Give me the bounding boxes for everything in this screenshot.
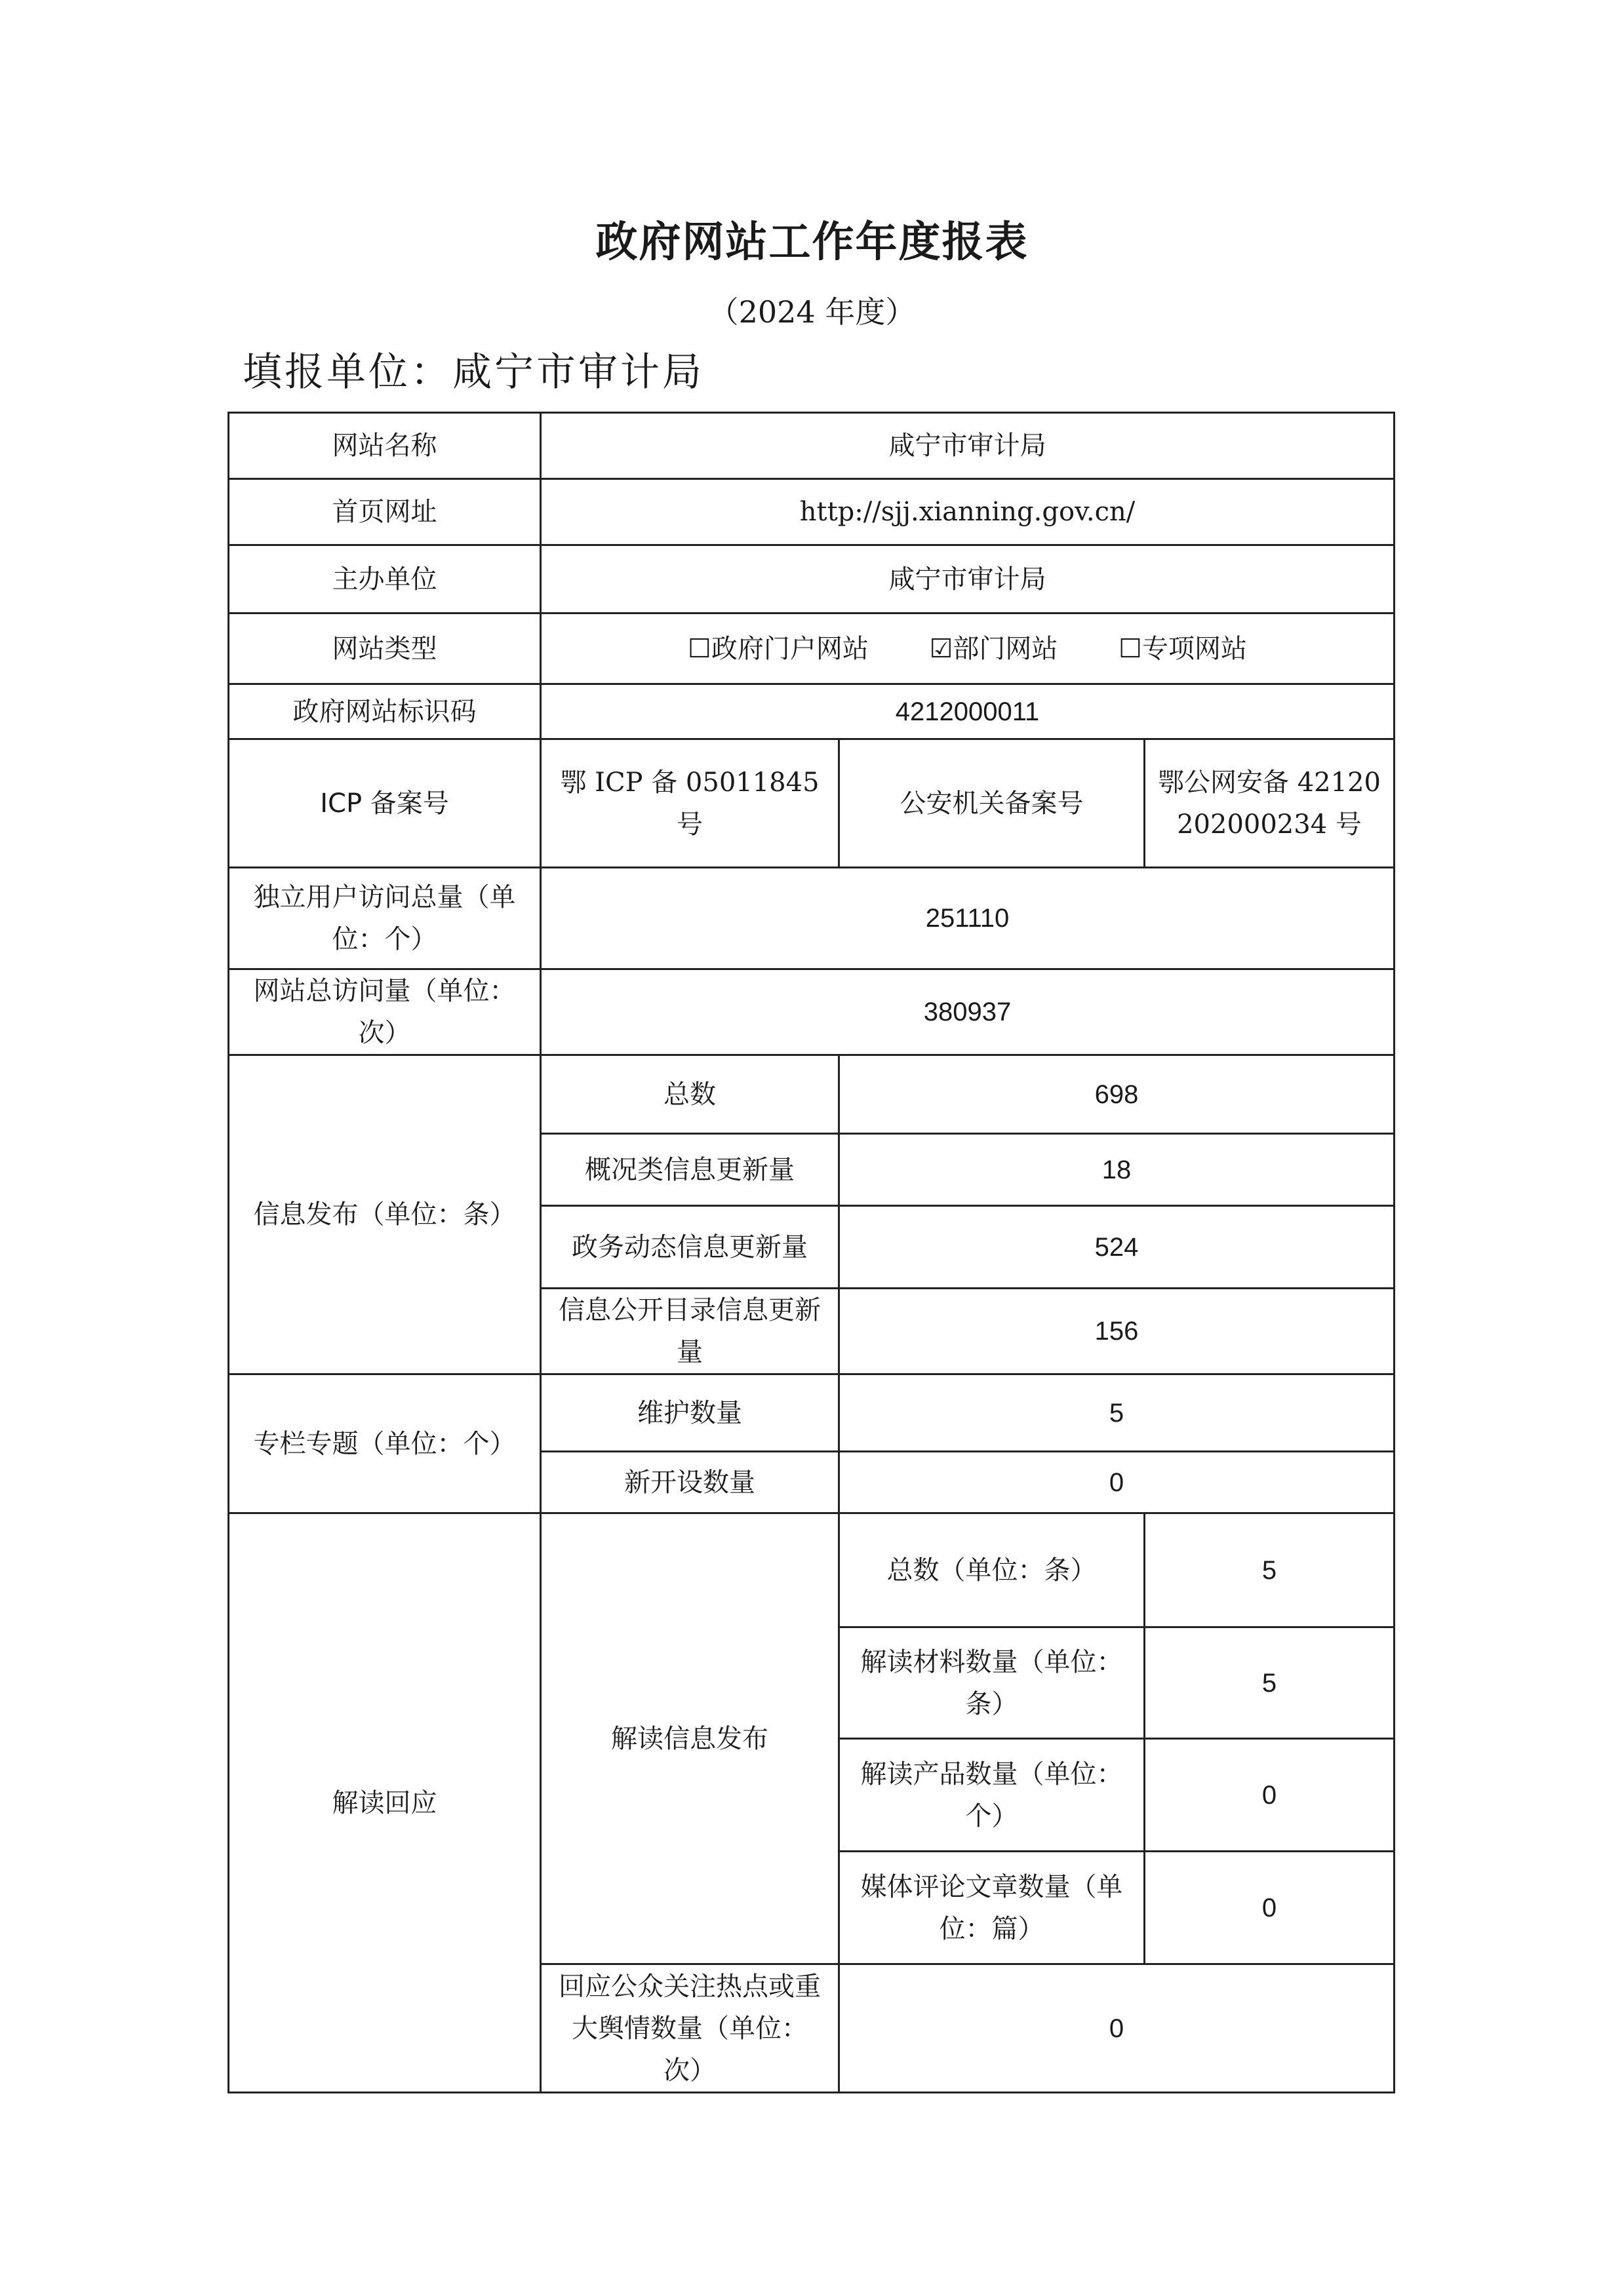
maintained-count-label: 维护数量 xyxy=(541,1374,839,1452)
media-article-label: 媒体评论文章数量（单位：篇） xyxy=(839,1852,1145,1964)
new-count-label: 新开设数量 xyxy=(541,1452,839,1513)
homepage-url: http://sjj.xianning.gov.cn/ xyxy=(541,479,1395,545)
disclosure-update-label: 信息公开目录信息更新量 xyxy=(541,1289,839,1374)
info-publish-label: 信息发布（单位：条） xyxy=(229,1055,541,1374)
site-name-label: 网站名称 xyxy=(229,413,541,479)
interp-product-label: 解读产品数量（单位：个） xyxy=(839,1739,1145,1852)
table-row xyxy=(229,684,1395,739)
report-year: （2024 年度） xyxy=(708,294,916,330)
info-total-value: 698 xyxy=(839,1055,1395,1134)
new-count-value: 0 xyxy=(839,1452,1395,1513)
option-label: 部门网站 xyxy=(953,633,1058,664)
sponsor-label: 主办单位 xyxy=(229,545,541,613)
site-id-value: 4212000011 xyxy=(541,684,1395,739)
table-row xyxy=(229,413,1395,479)
portal-checkbox-icon: ☐ xyxy=(687,633,711,664)
special-checkbox-icon: ☐ xyxy=(1119,633,1142,664)
info-total-label: 总数 xyxy=(541,1055,839,1134)
columns-label: 专栏专题（单位：个） xyxy=(229,1374,541,1513)
total-visits-value: 380937 xyxy=(541,969,1395,1055)
option-portal-site xyxy=(688,628,869,670)
table-row xyxy=(229,739,1395,868)
site-type-options xyxy=(541,613,1395,684)
table-row xyxy=(229,479,1395,545)
table-row xyxy=(229,1374,1395,1452)
response-label: 回应公众关注热点或重大舆情数量（单位：次） xyxy=(541,1964,839,2093)
interpretation-label: 解读回应 xyxy=(229,1513,541,2093)
maintained-count-value: 5 xyxy=(839,1374,1395,1452)
interp-material-label: 解读材料数量（单位：条） xyxy=(839,1627,1145,1739)
option-department-site xyxy=(930,628,1058,670)
icp-value: 鄂 ICP 备 05011845 号 xyxy=(541,739,839,868)
site-id-label: 政府网站标识码 xyxy=(229,684,541,739)
report-table xyxy=(228,412,1395,2093)
site-name-value: 咸宁市审计局 xyxy=(541,413,1395,479)
news-update-label: 政务动态信息更新量 xyxy=(541,1206,839,1289)
response-value: 0 xyxy=(839,1964,1395,2093)
option-label: 专项网站 xyxy=(1142,633,1247,664)
table-row xyxy=(229,613,1395,684)
interp-total-value: 5 xyxy=(1145,1513,1395,1627)
police-record-label: 公安机关备案号 xyxy=(839,739,1145,868)
news-update-value: 524 xyxy=(839,1206,1395,1289)
disclosure-update-value: 156 xyxy=(839,1289,1395,1374)
reporting-unit: 填报单位：咸宁市审计局 xyxy=(243,349,704,395)
table-row xyxy=(229,868,1395,969)
overview-update-label: 概况类信息更新量 xyxy=(541,1134,839,1206)
interp-material-value: 5 xyxy=(1145,1627,1395,1739)
table-row xyxy=(229,545,1395,613)
unique-visitors-value: 251110 xyxy=(541,868,1395,969)
homepage-label: 首页网址 xyxy=(229,479,541,545)
option-special-site xyxy=(1119,628,1247,670)
page-title: 政府网站工作年度报表 xyxy=(595,218,1029,267)
option-label: 政府门户网站 xyxy=(711,633,869,664)
interp-product-value: 0 xyxy=(1145,1739,1395,1852)
unique-visitors-label: 独立用户访问总量（单位：个） xyxy=(229,868,541,969)
total-visits-label: 网站总访问量（单位：次） xyxy=(229,969,541,1055)
table-row xyxy=(229,1513,1395,1627)
department-checkbox-checked-icon: ☑ xyxy=(929,633,953,664)
site-type-label: 网站类型 xyxy=(229,613,541,684)
table-row xyxy=(229,969,1395,1055)
police-record-value: 鄂公网安备 42120202000234 号 xyxy=(1145,739,1395,868)
icp-label: ICP 备案号 xyxy=(229,739,541,868)
media-article-value: 0 xyxy=(1145,1852,1395,1964)
overview-update-value: 18 xyxy=(839,1134,1395,1206)
interp-total-label: 总数（单位：条） xyxy=(839,1513,1145,1627)
table-row xyxy=(229,1055,1395,1134)
sponsor-value: 咸宁市审计局 xyxy=(541,545,1395,613)
interpretation-publish-label: 解读信息发布 xyxy=(541,1513,839,1964)
